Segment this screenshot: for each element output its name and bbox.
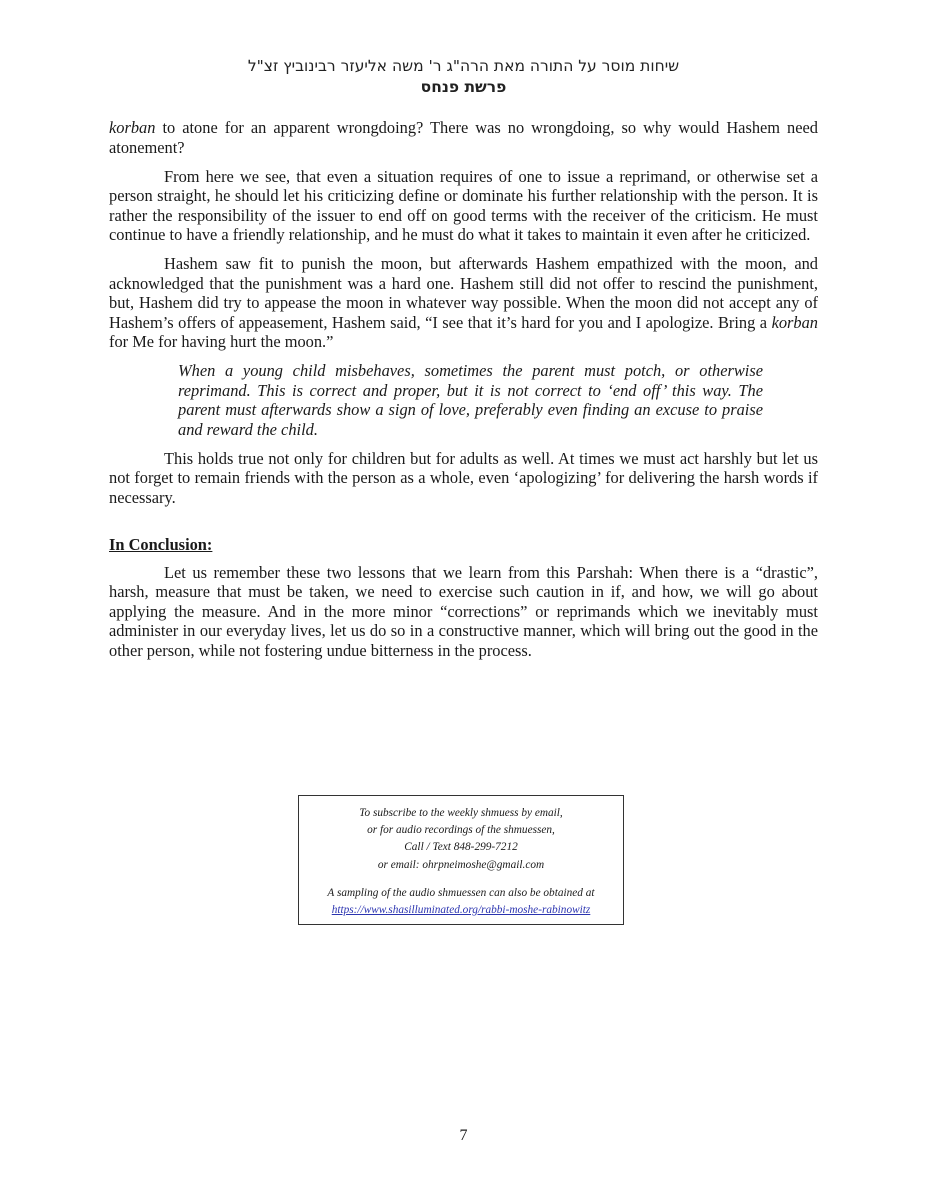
sampling-line: A sampling of the audio shmuessen can also be obtained at [327, 886, 595, 899]
header-parsha-name: פרשת פנחס [420, 78, 507, 96]
paragraph-continuation: korban to atone for an apparent wrongdoing? There was no wrongdoing, so why would Hashem need atonement? [109, 118, 818, 157]
paragraph: This holds true not only for children but for adults as well. At times we must act harshly but let us not forget to remain friends with the person as a whole, even ‘apologizing’ for delivering the harsh words if necessary. [109, 448, 818, 507]
italic-term: korban [109, 118, 156, 137]
email-line: or email: ohrpneimoshe@gmail.com [377, 858, 545, 871]
subscribe-box [298, 795, 624, 925]
section-heading: In Conclusion: [109, 535, 213, 554]
italic-term: korban [771, 312, 818, 332]
page-number: 7 [459, 1127, 468, 1144]
header-title: שיחות מוסר על התורה מאת הרה"ג ר' משה אליעזר רבינוביץ זצ"ל [247, 57, 680, 75]
running-header [0, 56, 927, 98]
paragraph: Hashem saw fit to punish the moon, but afterwards Hashem empathized with the moon, and acknowledged that the punishment was a hard one. Hashem still did not offer to rescind the punishment, but, Hashem did try to appease the moon in whatever way possible. When the moon did not accept any of Hashem’s offers of appeasement, Hashem said, “I see that it’s hard for you and I apologize. Bring a korban for Me for having hurt the moon.” [109, 254, 818, 351]
phone-line: Call / Text 848-299-7212 [404, 841, 518, 854]
page-body [109, 118, 818, 670]
paragraph: From here we see, that even a situation requires of one to issue a reprimand, or otherwise set a person straight, he should let his criticizing define or dominate his further relationship with the person. It is rather the responsibility of the issuer to end off on good terms with the receiver of the criticism. He must continue to have a friendly relationship, and he must do what it takes to maintain it even after he criticized. [109, 166, 818, 244]
block-quote: When a young child misbehaves, sometimes the parent must potch, or otherwise reprimand. This is correct and proper, but it is not correct to ‘end off’ this way. The parent must afterwards show a sign of love, preferably even finding an excuse to praise and reward the child. [178, 361, 763, 439]
audio-link[interactable]: https://www.shasilluminated.org/rabbi-moshe-rabinowitz [331, 904, 591, 917]
subscribe-line: To subscribe to the weekly shmuess by email, [359, 807, 563, 819]
subscribe-line: or for audio recordings of the shmuessen, [367, 824, 555, 837]
paragraph: Let us remember these two lessons that we learn from this Parshah: When there is a “drastic”, harsh, measure that must be taken, we need to exercise such caution in if, and how, we will go about applying the measure. And in the more minor “corrections” or reprimands which we inevitably must administer in our everyday lives, let us do so in a constructive manner, which will bring out the good in the other person, while not fostering undue bitterness in the process. [109, 562, 818, 660]
